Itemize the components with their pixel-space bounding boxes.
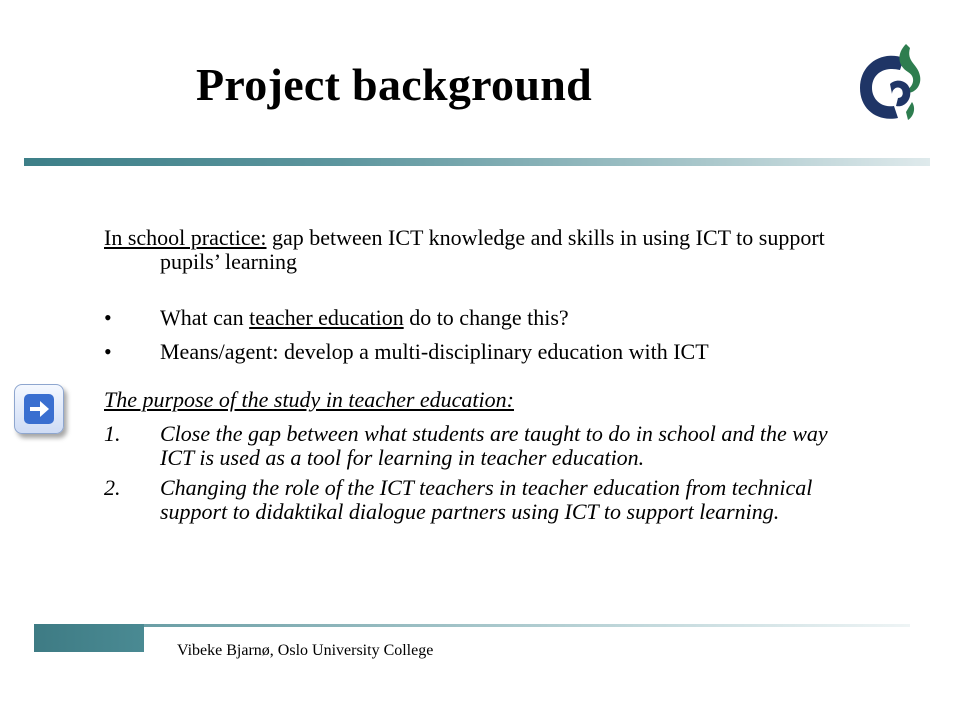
header-divider (24, 158, 930, 166)
intro-paragraph (104, 226, 864, 274)
next-slide-button[interactable] (14, 384, 64, 434)
list-item (104, 476, 864, 524)
footer-credit: Vibeke Bjarnø, Oslo University College (177, 642, 434, 659)
college-logo-icon (852, 40, 928, 126)
slide-body (104, 226, 864, 530)
number-mark: 2. (104, 475, 121, 500)
item-text: Changing the role of the ICT teachers in teacher education from technical support to didaktikal dialogue partners using ICT to support learning. (160, 475, 813, 524)
bullet-mark: • (104, 305, 112, 330)
item-text: Close the gap between what students are taught to do in school and the way ICT is used as a tool for learning in teacher education. (160, 421, 828, 470)
list-item (104, 340, 864, 364)
list-item (104, 306, 864, 330)
bullet-text (160, 306, 569, 330)
bullet-text-part: What can (160, 305, 250, 330)
footer-bar (34, 624, 910, 652)
number-mark: 1. (104, 421, 121, 446)
bullet-underlined: teacher education (249, 305, 404, 330)
intro-text: gap between ICT knowledge and skills in using ICT to support pupils’ learning (160, 225, 825, 274)
slide-title: Project background (196, 59, 592, 110)
bullet-text-part: do to change this? (403, 305, 569, 330)
list-item (104, 422, 864, 470)
intro-lead: In school practice: (104, 225, 267, 250)
bullet-list (104, 306, 864, 364)
numbered-list (104, 422, 864, 524)
purpose-heading: The purpose of the study in teacher education: (104, 387, 514, 412)
footer-rule (144, 624, 910, 627)
bullet-mark: • (104, 339, 112, 364)
bullet-text: Means/agent: develop a multi-disciplinary education with ICT (160, 339, 709, 364)
footer-block (34, 624, 144, 652)
arrow-right-icon (22, 392, 56, 426)
